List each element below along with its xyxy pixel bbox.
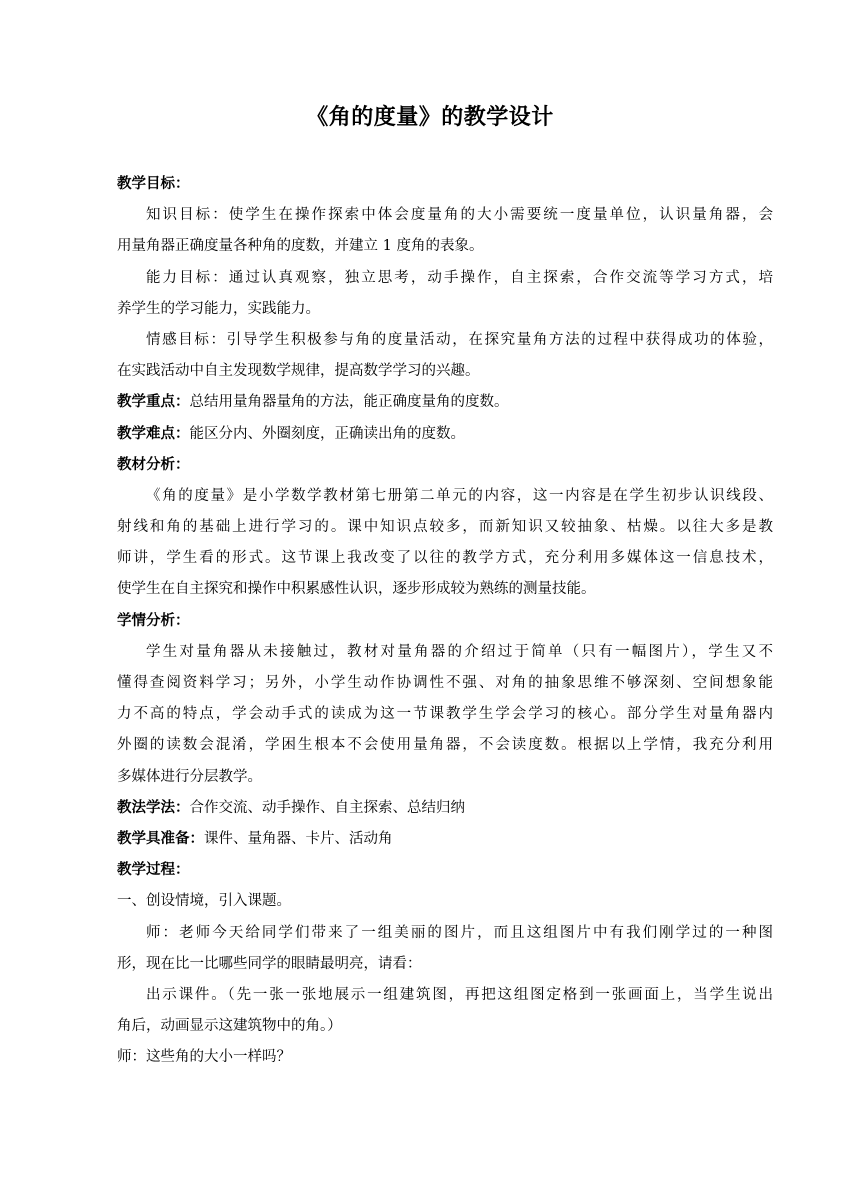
text-line: 用量角器正确度量各种角的度数，并建立 1 度角的表象。 — [117, 238, 484, 255]
document-title: 《角的度量》的教学设计 — [306, 105, 554, 130]
tools-text: 课件、量角器、卡片、活动角 — [204, 830, 393, 847]
key-point-text: 总结用量角器量角的方法，能正确度量角的度数。 — [189, 394, 509, 411]
paragraph-teacher-intro — [117, 918, 773, 980]
text-line: 射线和角的基础上进行学习的。课中知识点较多，而新知识又较抽象、枯燥。以往大多是教 — [117, 519, 773, 536]
text-line: 多媒体进行分层教学。 — [117, 768, 262, 785]
text-line: 学生对量角器从未接触过，教材对量角器的介绍过于简单（只有一幅图片），学生又不 — [146, 643, 773, 660]
text-line: 师：老师今天给同学们带来了一组美丽的图片，而且这组图片中有我们刚学过的一种图 — [146, 924, 773, 941]
tools-label: 教学具准备： — [117, 830, 204, 847]
text-line: 形，现在比一比哪些同学的眼睛最明亮，请看： — [117, 955, 422, 972]
text-line: 外圈的读数会混淆，学困生根本不会使用量角器，不会读度数。根据以上学情，我充分利用 — [117, 737, 773, 754]
paragraph-show-courseware — [117, 980, 773, 1042]
text-line: 情感目标：引导学生积极参与角的度量活动，在探究量角方法的过程中获得成功的体验， — [146, 331, 773, 348]
paragraph-ability-goal — [117, 263, 773, 325]
teaching-key-point — [117, 387, 773, 418]
heading-material-analysis: 教材分析： — [117, 456, 190, 473]
process-step-1: 一、创设情境，引入课题。 — [117, 893, 291, 910]
heading-student-analysis: 学情分析： — [117, 612, 190, 629]
paragraph-emotion-goal — [117, 325, 773, 387]
difficulty-label: 教学难点： — [117, 425, 190, 442]
text-line: 使学生在自主探究和操作中积累感性认识，逐步形成较为熟练的测量技能。 — [117, 581, 596, 598]
text-line: 养学生的学习能力，实践能力。 — [117, 300, 320, 317]
text-line: 力不高的特点，学会动手式的读成为这一节课教学生学会学习的核心。部分学生对量角器内 — [117, 706, 773, 723]
paragraph-knowledge-goal — [117, 200, 773, 262]
text-line: 懂得查阅资料学习；另外，小学生动作协调性不强、对角的抽象思维不够深刻、空间想象能 — [117, 675, 773, 691]
difficulty-text: 能区分内、外圈刻度，正确读出角的度数。 — [189, 425, 465, 442]
text-line: 师讲，学生看的形式。这节课上我改变了以往的教学方式，充分利用多媒体这一信息技术， — [117, 550, 773, 567]
text-line: 《角的度量》是小学数学教材第七册第二单元的内容，这一内容是在学生初步认识线段、 — [146, 487, 773, 504]
teaching-difficulty — [117, 419, 773, 450]
teaching-method — [117, 793, 773, 824]
text-line: 出示课件。（先一张一张地展示一组建筑图，再把这组图定格到一张画面上，当学生说出 — [146, 986, 773, 1003]
text-line: 在实践活动中自主发现数学规律，提高数学学习的兴趣。 — [117, 363, 480, 380]
heading-teaching-goals: 教学目标： — [117, 176, 190, 192]
heading-teaching-process: 教学过程： — [117, 862, 190, 879]
method-text: 合作交流、动手操作、自主探索、总结归纳 — [189, 799, 465, 816]
method-label: 教法学法： — [117, 799, 190, 816]
paragraph-student-analysis — [117, 637, 773, 793]
key-point-label: 教学重点： — [117, 394, 190, 411]
document-body — [117, 169, 773, 1073]
text-line: 角后，动画显示这建筑物中的角。） — [117, 1018, 342, 1035]
teacher-question: 师：这些角的大小一样吗？ — [117, 1049, 291, 1066]
text-line: 知识目标：使学生在操作探索中体会度量角的大小需要统一度量单位，认识量角器，会 — [146, 207, 773, 224]
teaching-tools — [117, 824, 773, 855]
paragraph-material-analysis — [117, 481, 773, 606]
text-line: 能力目标：通过认真观察，独立思考，动手操作，自主探索，合作交流等学习方式，培 — [146, 269, 773, 286]
